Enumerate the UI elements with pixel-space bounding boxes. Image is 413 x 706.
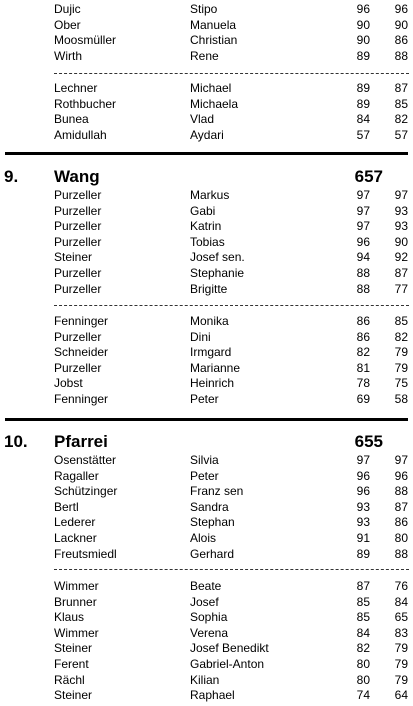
score-1: 89 [356, 48, 370, 63]
last-name: Bertl [54, 499, 79, 514]
score-2: 93 [394, 203, 408, 218]
first-name: Alois [190, 531, 217, 545]
last-name: Rothbucher [54, 96, 117, 111]
shooter-row [0, 48, 413, 64]
first-name: Gabi [190, 203, 216, 218]
score-1: 84 [356, 625, 370, 640]
score-2: 87 [394, 499, 408, 514]
shooter-row [0, 187, 413, 203]
last-name: Ferent [54, 657, 89, 671]
score-1: 93 [356, 515, 370, 530]
last-name: Amidullah [54, 127, 107, 142]
last-name: Jobst [54, 376, 83, 391]
first-name: Dini [190, 329, 211, 344]
first-name: Aydari [190, 127, 224, 142]
separator-dashed [54, 569, 409, 570]
shooter-row [0, 609, 413, 625]
score-1: 69 [356, 392, 370, 406]
first-name: Verena [190, 625, 229, 640]
score-1: 86 [356, 314, 370, 328]
score-1: 89 [356, 546, 370, 561]
first-name: Sophia [190, 610, 228, 625]
last-name: Bunea [54, 112, 89, 127]
score-1: 57 [356, 127, 370, 142]
shooter-row [0, 111, 413, 127]
last-name: Purzeller [54, 281, 102, 296]
last-name: Lechner [54, 81, 98, 95]
score-1: 89 [356, 96, 370, 111]
score-1: 96 [356, 484, 370, 499]
shooter-row [0, 483, 413, 499]
last-name: Dujic [54, 2, 81, 16]
first-name: Heinrich [190, 376, 235, 391]
score-2: 97 [394, 453, 408, 467]
score-2: 82 [394, 329, 408, 344]
first-name: Peter [190, 392, 219, 406]
last-name: Moosmüller [54, 33, 117, 48]
first-name: Silvia [190, 453, 219, 467]
last-name: Lederer [54, 515, 96, 530]
shooter-row [0, 687, 413, 703]
team-total: 657 [354, 167, 383, 186]
score-1: 90 [356, 33, 370, 48]
last-name: Steiner [54, 688, 93, 703]
score-2: 90 [394, 17, 408, 32]
score-1: 97 [356, 453, 370, 467]
first-name: Gerhard [190, 546, 235, 561]
score-1: 90 [356, 17, 370, 32]
score-1: 82 [356, 641, 370, 656]
first-name: Monika [190, 314, 229, 328]
first-name: Franz sen [190, 484, 244, 499]
score-1: 96 [356, 468, 370, 483]
shooter-row [0, 127, 413, 143]
last-name: Purzeller [54, 360, 102, 375]
first-name: Raphael [190, 688, 235, 703]
shooter-row [0, 546, 413, 562]
last-name: Wirth [54, 48, 82, 63]
score-2: 84 [394, 594, 408, 609]
last-name: Schützinger [54, 484, 118, 499]
last-name: Freutsmiedl [54, 546, 117, 561]
score-1: 91 [356, 531, 370, 545]
team-divider [5, 418, 408, 421]
score-1: 96 [356, 2, 370, 16]
separator-dashed [54, 73, 409, 74]
score-2: 90 [394, 234, 408, 249]
score-1: 93 [356, 499, 370, 514]
score-1: 80 [356, 657, 370, 671]
last-name: Purzeller [54, 266, 102, 280]
score-2: 65 [394, 610, 408, 625]
first-name: Markus [190, 188, 230, 202]
shooter-row [0, 640, 413, 656]
score-2: 79 [394, 672, 408, 687]
first-name: Gabriel-Anton [190, 657, 265, 671]
score-2: 77 [394, 281, 408, 296]
score-1: 89 [356, 81, 370, 95]
score-2: 96 [394, 468, 408, 483]
last-name: Steiner [54, 641, 93, 656]
score-1: 88 [356, 266, 370, 280]
score-2: 96 [394, 2, 408, 16]
shooter-row [0, 80, 413, 96]
score-2: 85 [394, 314, 408, 328]
last-name: Wimmer [54, 579, 99, 593]
first-name: Josef sen. [190, 250, 245, 265]
score-2: 83 [394, 625, 408, 640]
shooter-row [0, 594, 413, 610]
shooter-row [0, 329, 413, 345]
first-name: Manuela [190, 17, 237, 32]
score-2: 82 [394, 112, 408, 127]
first-name: Peter [190, 468, 219, 483]
score-1: 97 [356, 219, 370, 234]
shooter-row [0, 281, 413, 297]
first-name: Josef Benedikt [190, 641, 269, 656]
shooter-row [0, 375, 413, 391]
score-2: 80 [394, 531, 408, 545]
score-1: 86 [356, 329, 370, 344]
team-name: Wang [54, 167, 100, 186]
shooter-row [0, 1, 413, 17]
first-name: Irmgard [190, 345, 232, 360]
last-name: Klaus [54, 610, 85, 625]
first-name: Beate [190, 579, 222, 593]
last-name: Wimmer [54, 625, 99, 640]
first-name: Michael [190, 81, 232, 95]
score-1: 82 [356, 345, 370, 360]
score-1: 96 [356, 234, 370, 249]
shooter-row [0, 468, 413, 484]
last-name: Purzeller [54, 234, 102, 249]
shooter-row [0, 360, 413, 376]
team-header [0, 431, 413, 453]
last-name: Lackner [54, 531, 97, 545]
score-1: 81 [356, 360, 370, 375]
shooter-row [0, 656, 413, 672]
first-name: Michaela [190, 96, 239, 111]
score-1: 84 [356, 112, 370, 127]
score-1: 97 [356, 188, 370, 202]
first-name: Vlad [190, 112, 215, 127]
shooter-row [0, 530, 413, 546]
score-1: 85 [356, 610, 370, 625]
score-2: 76 [394, 579, 408, 593]
shooter-row [0, 249, 413, 265]
score-2: 86 [394, 33, 408, 48]
shooter-row [0, 514, 413, 530]
first-name: Stipo [190, 2, 218, 16]
score-2: 97 [394, 188, 408, 202]
last-name: Osenstätter [54, 453, 117, 467]
last-name: Fenninger [54, 314, 109, 328]
last-name: Purzeller [54, 188, 102, 202]
score-2: 75 [394, 376, 408, 391]
first-name: Sandra [190, 499, 229, 514]
team-rank: 9. [4, 167, 19, 186]
score-1: 97 [356, 203, 370, 218]
first-name: Rene [190, 48, 219, 63]
shooter-row [0, 313, 413, 329]
first-name: Christian [190, 33, 238, 48]
score-1: 80 [356, 672, 370, 687]
score-2: 79 [394, 657, 408, 671]
score-2: 79 [394, 641, 408, 656]
score-2: 93 [394, 219, 408, 234]
shooter-row [0, 203, 413, 219]
score-1: 94 [356, 250, 370, 265]
team-rank: 10. [4, 432, 28, 451]
score-2: 57 [394, 127, 408, 142]
shooter-row [0, 234, 413, 250]
score-2: 88 [394, 484, 408, 499]
shooter-row [0, 218, 413, 234]
last-name: Rächl [54, 672, 85, 687]
shooter-row [0, 17, 413, 33]
first-name: Katrin [190, 219, 222, 234]
shooter-row [0, 265, 413, 281]
score-2: 87 [394, 266, 408, 280]
last-name: Steiner [54, 250, 93, 265]
team-divider [5, 152, 408, 155]
score-2: 79 [394, 345, 408, 360]
score-2: 88 [394, 48, 408, 63]
first-name: Kilian [190, 672, 220, 687]
shooter-row [0, 344, 413, 360]
separator-dashed [54, 305, 409, 306]
first-name: Brigitte [190, 281, 228, 296]
score-2: 86 [394, 515, 408, 530]
shooter-row [0, 625, 413, 641]
first-name: Marianne [190, 360, 241, 375]
shooter-row [0, 672, 413, 688]
score-2: 88 [394, 546, 408, 561]
last-name: Fenninger [54, 392, 109, 406]
last-name: Purzeller [54, 219, 102, 234]
score-1: 74 [356, 688, 370, 703]
shooter-row [0, 578, 413, 594]
last-name: Purzeller [54, 329, 102, 344]
score-2: 64 [394, 688, 408, 703]
score-2: 92 [394, 250, 408, 265]
score-2: 85 [394, 96, 408, 111]
first-name: Josef [190, 594, 219, 609]
score-2: 87 [394, 81, 408, 95]
last-name: Purzeller [54, 203, 102, 218]
shooter-row [0, 96, 413, 112]
last-name: Ragaller [54, 468, 99, 483]
shooter-row [0, 32, 413, 48]
last-name: Ober [54, 17, 81, 32]
team-total: 655 [354, 432, 383, 451]
shooter-row [0, 391, 413, 407]
score-2: 58 [394, 392, 408, 406]
team-name: Pfarrei [54, 432, 108, 451]
score-1: 78 [356, 376, 370, 391]
first-name: Stephan [190, 515, 235, 530]
score-1: 87 [356, 579, 370, 593]
shooter-row [0, 499, 413, 515]
last-name: Schneider [54, 345, 109, 360]
first-name: Stephanie [190, 266, 245, 280]
last-name: Brunner [54, 594, 97, 609]
score-1: 85 [356, 594, 370, 609]
score-2: 79 [394, 360, 408, 375]
shooter-row [0, 452, 413, 468]
score-1: 88 [356, 281, 370, 296]
team-header [0, 166, 413, 188]
first-name: Tobias [190, 234, 225, 249]
